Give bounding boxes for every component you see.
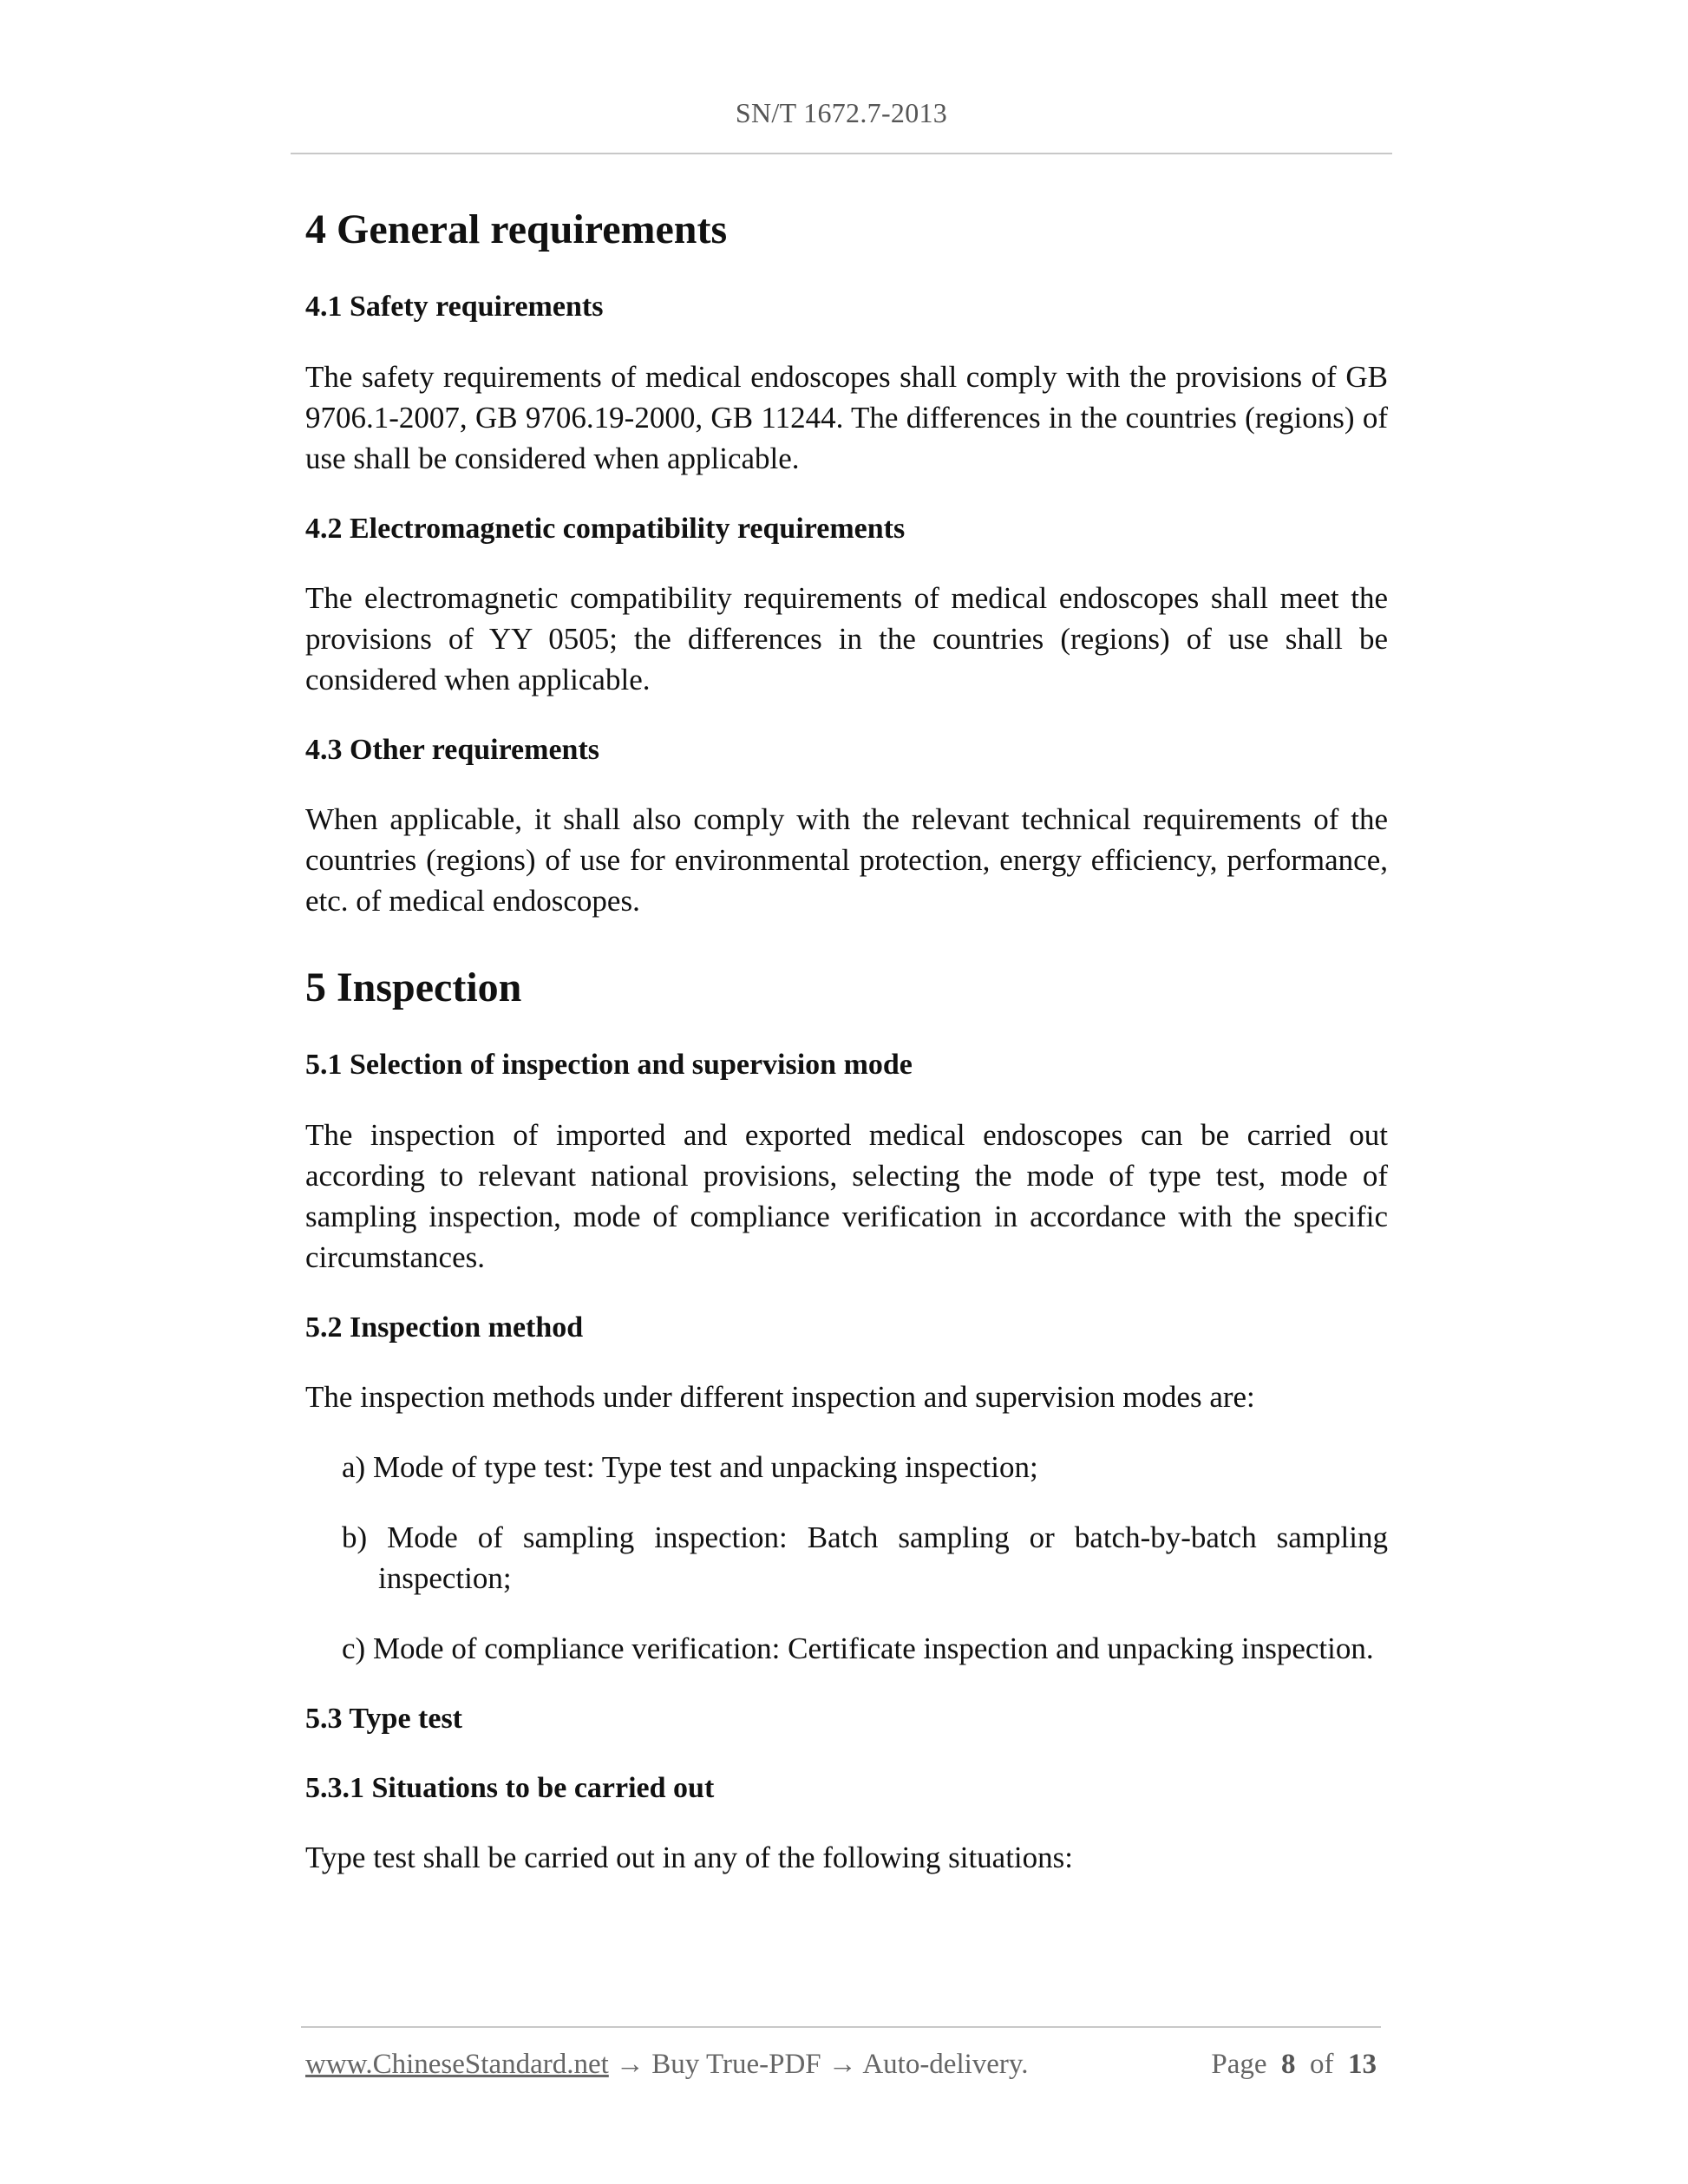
of-label: of <box>1310 2049 1334 2080</box>
delivery-text: Auto-delivery. <box>862 2049 1029 2080</box>
page-header-standard-code: SN/T 1672.7-2013 <box>735 97 948 128</box>
footer-divider <box>301 2026 1381 2028</box>
section-5-3-heading: 5.3 Type test <box>305 1702 463 1735</box>
page-label: Page <box>1211 2049 1267 2080</box>
section-4-heading: 4 General requirements <box>305 206 728 252</box>
page-number: 8 <box>1281 2049 1296 2080</box>
section-4-2-heading: 4.2 Electromagnetic compatibility requirements <box>305 512 906 545</box>
page-indicator <box>1211 2049 1377 2081</box>
section-5-3-1-heading: 5.3.1 Situations to be carried out <box>305 1771 715 1804</box>
header-divider <box>291 153 1392 154</box>
section-5-3-1-paragraph: Type test shall be carried out in any of the following situations: <box>305 1841 1073 1875</box>
section-5-1-heading: 5.1 Selection of inspection and supervision mode <box>305 1049 913 1082</box>
page-footer <box>305 2049 1377 2081</box>
list-item: b) Mode of sampling inspection: Batch sampling or batch-by-batch sampling inspection; <box>342 1520 1388 1595</box>
list-item: c) Mode of compliance verification: Certificate inspection and unpacking inspection. <box>342 1631 1374 1665</box>
section-5-2-heading: 5.2 Inspection method <box>305 1311 584 1344</box>
site-link[interactable]: www.ChineseStandard.net <box>305 2049 609 2080</box>
page-total: 13 <box>1348 2049 1377 2080</box>
section-4-1-heading: 4.1 Safety requirements <box>305 291 604 324</box>
section-5-heading: 5 Inspection <box>305 964 522 1010</box>
section-4-3-paragraph: When applicable, it shall also comply with the relevant technical requirements of the countries (regions) of use for environmental protection, energy efficiency, performance, etc. of medical endoscopes. <box>305 801 1388 918</box>
section-4-1-paragraph: The safety requirements of medical endoscopes shall comply with the provisions of GB 9706.1-2007, GB 9706.19-2000, GB 11244. The differences in the countries (regions) of use shall be considered when applicable. <box>305 359 1388 475</box>
list-item: a) Mode of type test: Type test and unpacking inspection; <box>342 1449 1038 1484</box>
section-5-2-paragraph: The inspection methods under different inspection and supervision modes are: <box>305 1379 1255 1414</box>
section-5-1-paragraph: The inspection of imported and exported medical endoscopes can be carried out according to relevant national provisions, selecting the mode of type test, mode of sampling inspection, mode of compliance verification in accordance with the specific circumstances. <box>305 1117 1388 1274</box>
footer-promo <box>305 2049 1029 2081</box>
arrow-right-icon: → <box>616 2049 645 2080</box>
section-4-2-paragraph: The electromagnetic compatibility requirements of medical endoscopes shall meet the provisions of YY 0505; the differences in the countries (regions) of use shall be considered when applicable. <box>305 580 1388 696</box>
document-body <box>305 193 1388 1878</box>
buy-text: Buy True-PDF <box>651 2049 821 2080</box>
arrow-right-icon: → <box>828 2049 857 2080</box>
section-4-3-heading: 4.3 Other requirements <box>305 733 600 766</box>
